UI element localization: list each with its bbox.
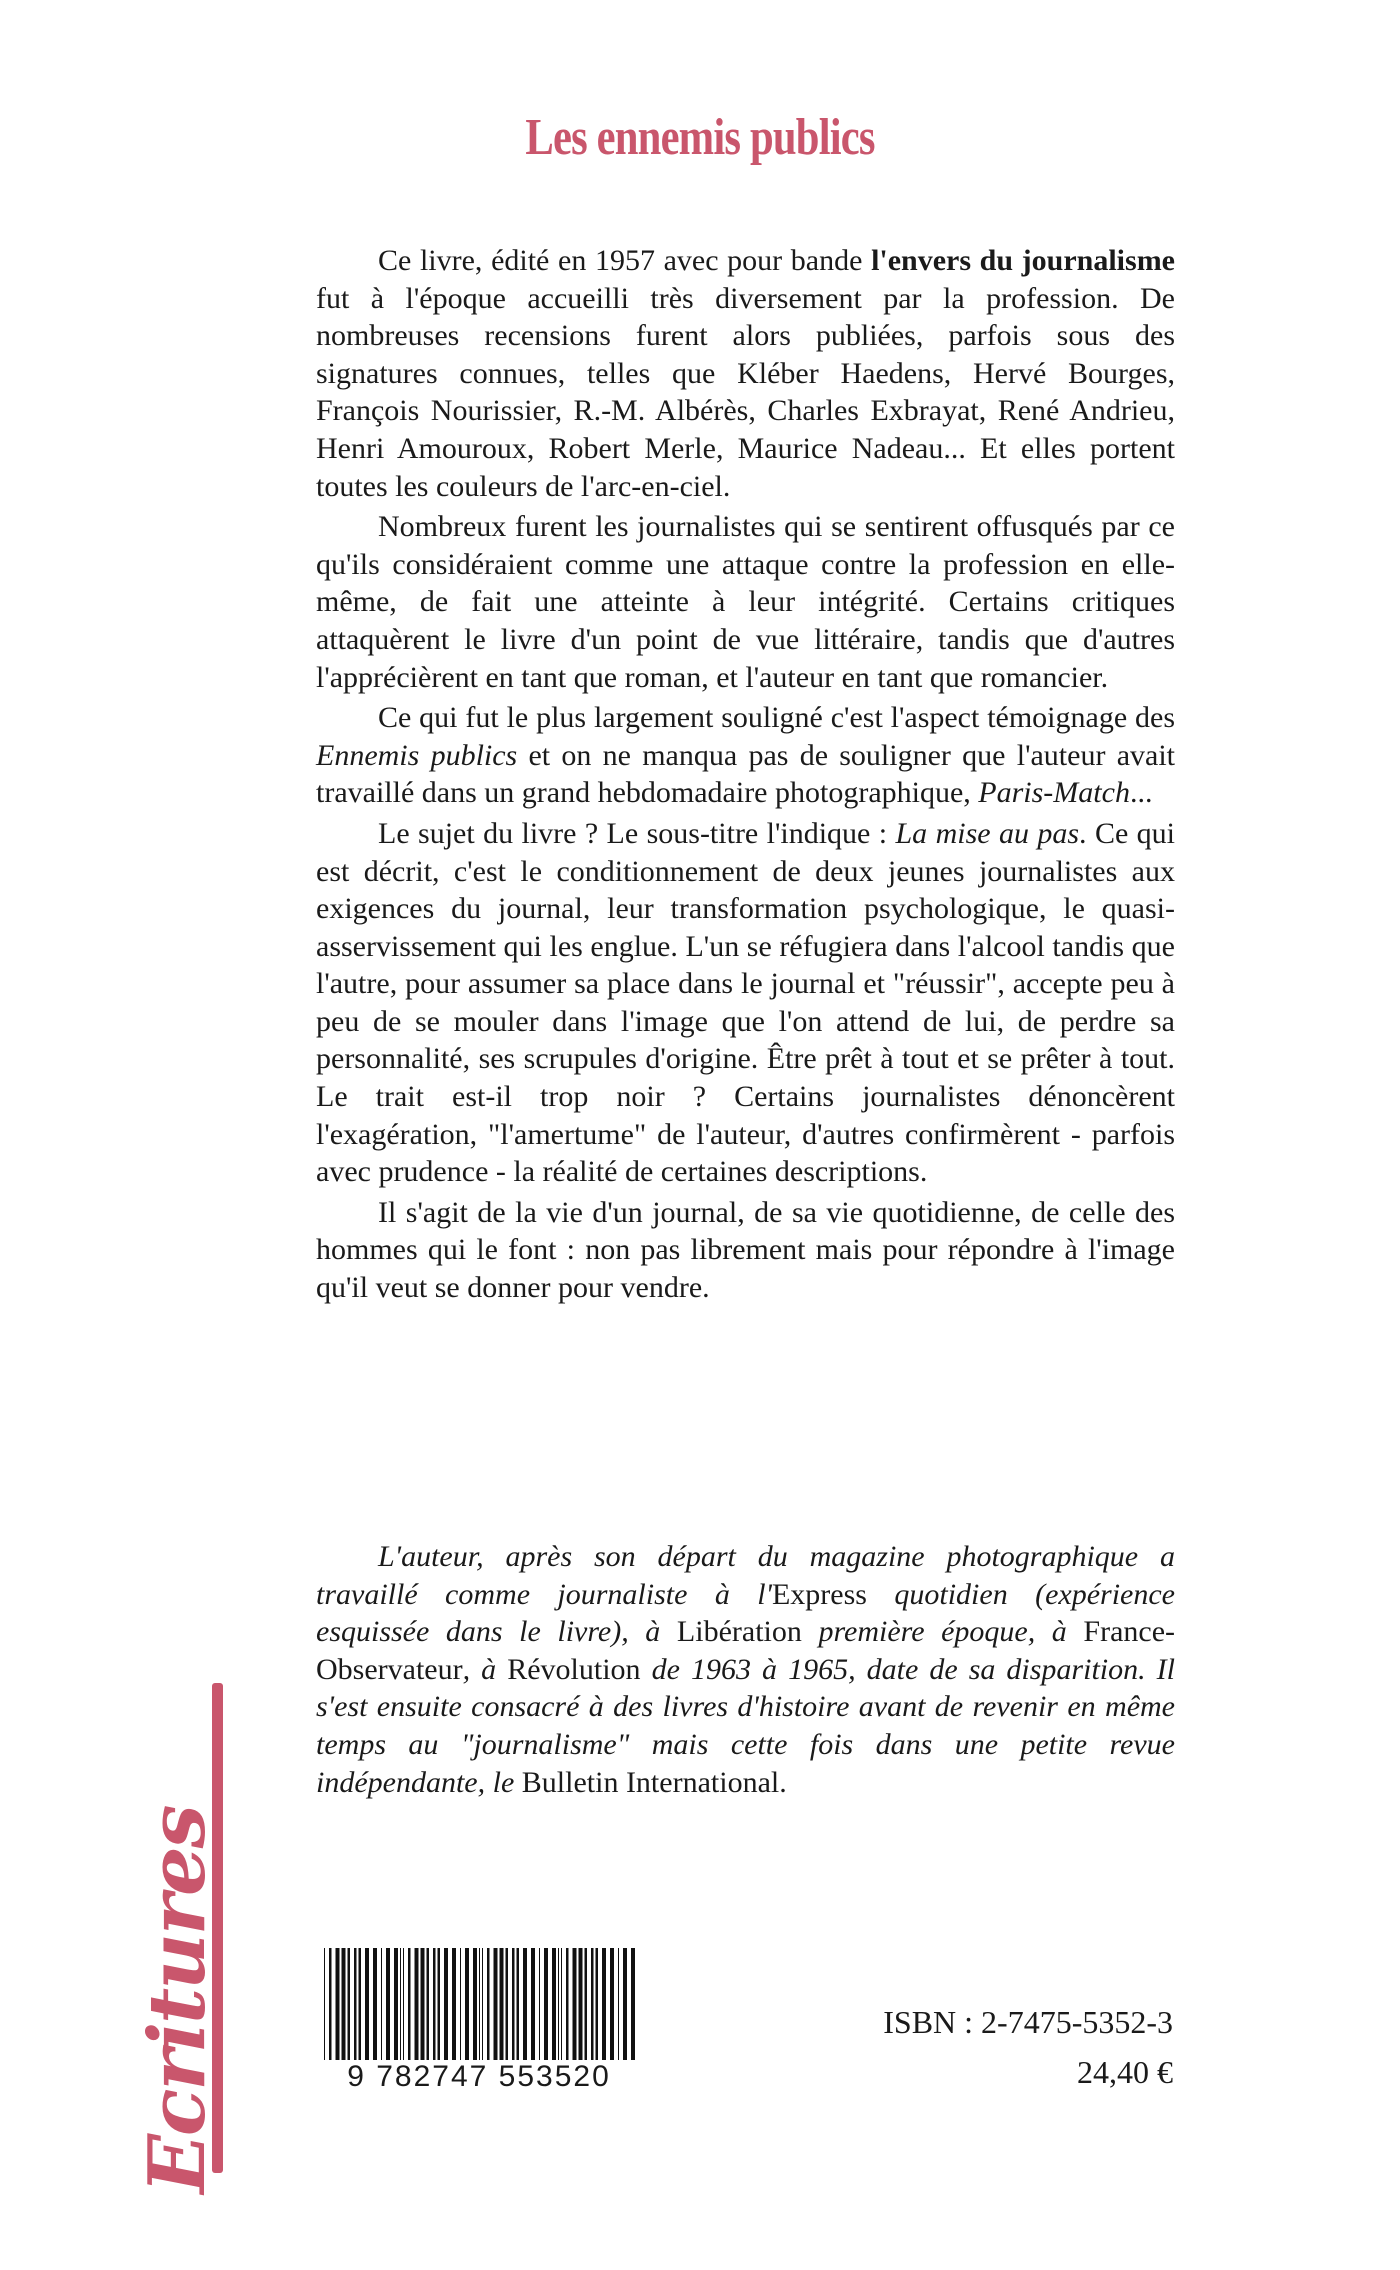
book-title: Les ennemis publics [525, 109, 875, 166]
barcode-bar [408, 1948, 411, 2060]
text-segment: fut à l'époque accueilli très diversement par la profession. De nombreuses recensions furent alors publiées, parfois sous des signatures connues, telles que Kléber Haedens, Hervé Bourges, François Nourissier, R.-M. Albérès, Charles Exbrayat, René Andrieu, Henri Amouroux, Robert Merle, Maurice Nadeau... Et elles portent toutes les couleurs de l'arc-en-ciel. [316, 281, 1175, 503]
text-segment: Ce qui fut le plus largement souligné c'est l'aspect témoignage des [378, 701, 1175, 735]
text-segment: et on ne manqua pas de souligner que l'auteur avait travaillé dans un grand hebdomadaire photographique, [316, 738, 1175, 810]
barcode-bar [544, 1948, 548, 2060]
text-segment: Ce livre, édité en 1957 avec pour bande [378, 244, 872, 277]
text-segment: Révolution [507, 1652, 641, 1686]
barcode-bar [415, 1948, 419, 2060]
barcode-bar [386, 1948, 390, 2060]
text-segment: L'auteur, après son départ du magazine photographique a travaillé comme journaliste à l' [316, 1540, 1175, 1611]
barcode-bar [523, 1948, 527, 2060]
barcode-bar [348, 1948, 351, 2060]
paragraph [316, 815, 1175, 1191]
barcode-bar [465, 1948, 469, 2060]
text-segment: La mise au pas [895, 816, 1080, 850]
text-segment: quotidien (expérience esquissée dans le livre), à [316, 1577, 1175, 1649]
barcode-digits: 9 782747 553520 [347, 2060, 611, 2093]
barcode-bar [494, 1948, 498, 2060]
barcode-bar [421, 1948, 425, 2060]
barcode-bar [482, 1948, 483, 2060]
text-segment: Libération [676, 1615, 802, 1649]
barcode-bar [585, 1948, 588, 2060]
barcode-bar [512, 1948, 515, 2060]
author-note [316, 1538, 1175, 1801]
text-segment: . Ce qui est décrit, c'est le conditionnement de deux jeunes journalistes aux exigences du journal, leur transformation psychologique, le quasi-asservissement qui les englue. L'un se réfugiera dans l'alcool tandis que l'autre, pour assumer sa place dans le journal et "réussir", accepte peu à peu de se mouler dans l'image que l'on attend de lui, de perdre sa personnalité, ses scrupules d'origine. Être prêt à tout et se prêter à tout. Le trait est-il trop noir ? Certains journalistes dénoncèrent l'exagération, "l'amertume" de l'auteur, d'autres confirmèrent - parfois avec prudence - la réalité de certaines descriptions. [316, 816, 1175, 1189]
text-segment: Ennemis publics [316, 738, 518, 772]
barcode-bar [452, 1948, 456, 2060]
barcode-bar [623, 1948, 627, 2060]
barcode-bar [558, 1948, 559, 2060]
text-segment: ... [1129, 776, 1153, 810]
barcode-bar [506, 1948, 509, 2060]
barcode-bar [602, 1948, 606, 2060]
barcode-bar [500, 1948, 504, 2060]
barcode-bar [438, 1948, 441, 2060]
barcode-bar [631, 1948, 635, 2060]
text-segment: Le sujet du livre ? Le sous-titre l'indique : [378, 816, 896, 850]
text-segment: , à [462, 1652, 508, 1686]
barcode-bar [573, 1948, 577, 2060]
barcode-bar [394, 1948, 398, 2060]
barcode-bar [579, 1948, 583, 2060]
paragraph [316, 699, 1175, 812]
paragraph [316, 508, 1175, 696]
barcode-bar [427, 1948, 430, 2060]
barcode-bars-icon [318, 1948, 640, 2060]
barcode-bar [329, 1948, 332, 2060]
text-segment: Nombreux furent les journalistes qui se sentirent offusqués par ce qu'ils considéraient comme une attaque contre la profession en elle-même, de fait une atteinte à leur intégrité. Certains critiques attaquèrent le livre d'un point de vue littéraire, tandis que d'autres l'apprécièrent en tant que roman, et l'auteur en tant que romancier. [316, 510, 1175, 694]
paragraph [316, 242, 1175, 505]
text-segment: de 1963 à 1965, date de sa disparition. Il s'est ensuite consacré à des livres d'histoire avant de revenir en même temps au "journalisme" mais cette fois dans une petite revue indépendante, le [316, 1652, 1175, 1799]
text-segment: . [779, 1765, 787, 1799]
barcode-bar [561, 1948, 562, 2060]
barcode-bar [591, 1948, 594, 2060]
paragraph [316, 1194, 1175, 1307]
isbn: ISBN : 2-7475-5352-3 [883, 2004, 1173, 2040]
barcode-bar [539, 1948, 540, 2060]
barcode-bar [336, 1948, 340, 2060]
barcode-bar [618, 1948, 619, 2060]
text-segment: Express [771, 1577, 867, 1611]
text-segment: Paris-Match [978, 776, 1130, 810]
barcode-bar [354, 1948, 357, 2060]
barcode-bar [373, 1948, 377, 2060]
text-segment: Il s'agit de la vie d'un journal, de sa vie quotidienne, de celle des hommes qui le font : non pas librement mais pour répondre à l'image qu'il veut se donner pour vendre. [316, 1195, 1175, 1305]
barcode-bar [365, 1948, 369, 2060]
publisher-logo: Ecritures [132, 1806, 223, 2194]
barcode-bar [400, 1948, 401, 2060]
barcode-bar [359, 1948, 362, 2060]
barcode-bar [342, 1948, 346, 2060]
price: 24,40 € [1077, 2054, 1173, 2090]
barcode-bar [473, 1948, 477, 2060]
barcode-bar [403, 1948, 404, 2060]
text-segment: l'envers du journalisme [871, 244, 1176, 277]
barcode-bar [487, 1948, 490, 2060]
text-segment: première époque, à [801, 1615, 1084, 1649]
barcode-bar [460, 1948, 461, 2060]
barcode-bar [444, 1948, 448, 2060]
barcode-bar [596, 1948, 599, 2060]
barcode-bar [531, 1948, 535, 2060]
barcode-bar [610, 1948, 614, 2060]
summary-text [316, 242, 1175, 1310]
barcode-bar [381, 1948, 382, 2060]
barcode-bar [566, 1948, 569, 2060]
barcode-bar [552, 1948, 556, 2060]
text-segment: Bulletin International [521, 1765, 780, 1799]
barcode-bar [324, 1948, 325, 2060]
barcode-bar [517, 1948, 520, 2060]
barcode-bar [433, 1948, 436, 2060]
barcode-bar [479, 1948, 480, 2060]
author-note-paragraph [316, 1538, 1175, 1801]
text-segment: France-Observateur [316, 1615, 1176, 1686]
